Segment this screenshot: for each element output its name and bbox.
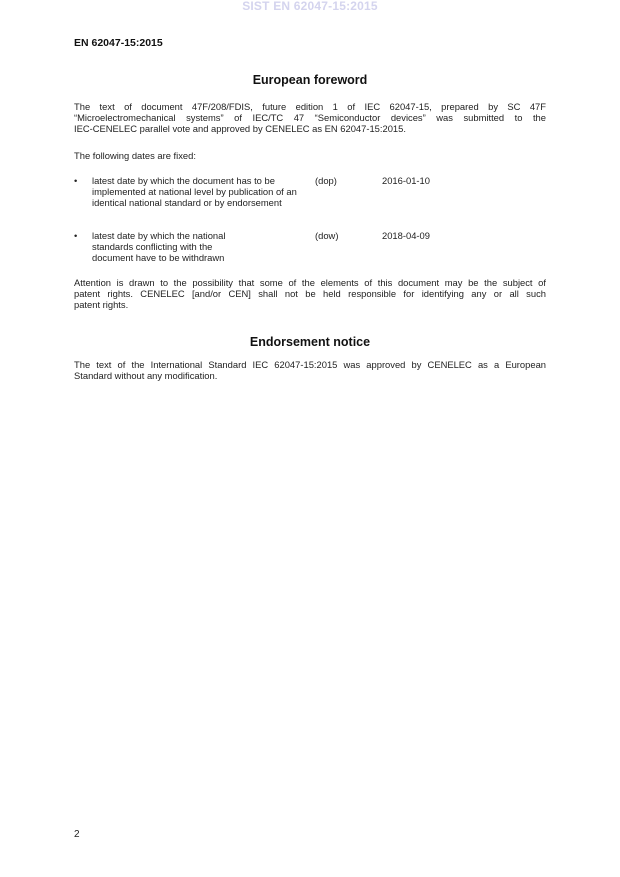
watermark: SIST EN 62047-15:2015	[242, 0, 378, 13]
endorsement-notice-title: Endorsement notice	[249, 335, 371, 349]
european-foreword-title: European foreword	[252, 73, 368, 87]
endorsement-line-2: Standard without any modification.	[74, 370, 218, 382]
foreword-intro-paragraph	[74, 101, 546, 135]
bullet-icon: •	[74, 230, 78, 241]
endorsement-paragraph	[74, 359, 546, 381]
page-number: 2	[74, 829, 80, 840]
attention-line-2: patent rights. CENELEC [and/or CEN] shall not be held responsible for identifying any or all such	[74, 288, 546, 300]
patent-attention-paragraph	[74, 277, 546, 311]
date-item-value: 2018-04-09	[382, 230, 430, 241]
date-item-dop	[74, 175, 546, 221]
date-item-abbreviation: (dow)	[315, 230, 339, 241]
date-item-abbreviation: (dop)	[315, 175, 337, 186]
date-item-description: latest date by which the national standards conflicting with the document have to be withdrawn	[92, 230, 226, 264]
attention-line-1: Attention is drawn to the possibility that some of the elements of this document may be the subject of	[74, 277, 546, 288]
attention-line-3: patent rights.	[74, 299, 129, 311]
date-item-dow	[74, 230, 546, 265]
date-item-value: 2016-01-10	[382, 175, 430, 186]
date-item-description: latest date by which the document has to be implemented at national level by publication of an identical national standard or by endorsement	[92, 175, 297, 209]
endorsement-line-1: The text of the International Standard IEC 62047-15:2015 was approved by CENELEC as a European	[74, 359, 546, 370]
document-id-header: EN 62047-15:2015	[74, 37, 163, 49]
foreword-intro-line-3: IEC-CENELEC parallel vote and approved by CENELEC as EN 62047-15:2015.	[74, 123, 406, 135]
foreword-intro-line-2: “Microelectromechanical systems” of IEC/TC 47 “Semiconductor devices” was submitted to the	[74, 112, 546, 124]
foreword-intro-line-1: The text of document 47F/208/FDIS, future edition 1 of IEC 62047-15, prepared by SC 47F	[74, 101, 546, 112]
bullet-icon: •	[74, 175, 78, 186]
dates-intro-text: The following dates are fixed:	[74, 150, 196, 161]
